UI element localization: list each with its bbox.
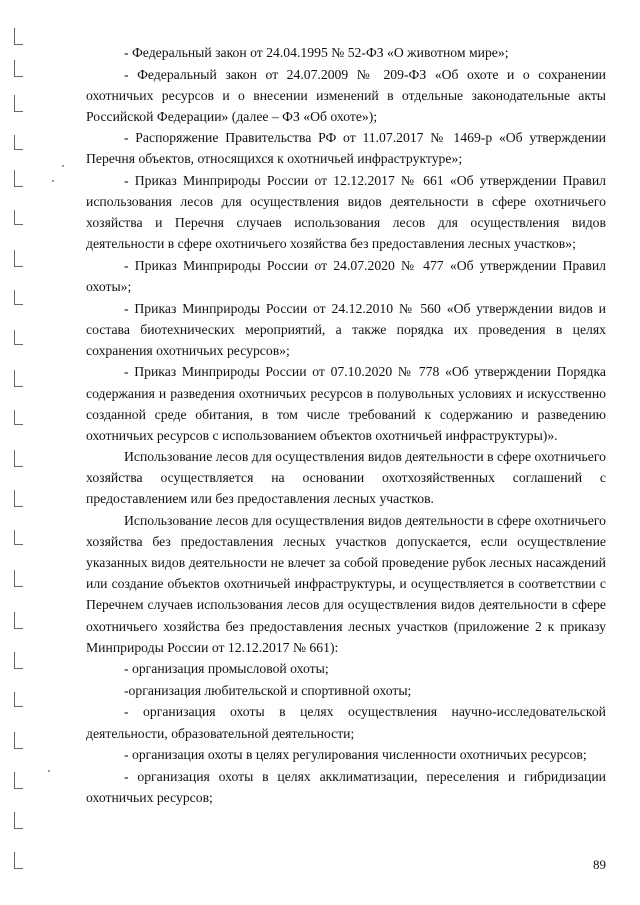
binding-mark (14, 170, 23, 187)
list-item-acclimatization: - организация охоты в целях акклиматизации, переселения и гибридизации охотничьих ресурсов; (86, 768, 606, 805)
binding-mark (14, 60, 23, 77)
binding-mark (14, 210, 23, 225)
binding-mark (14, 732, 23, 749)
law-item-hunting: - Федеральный закон от 24.07.2009 № 209-ФЗ «Об охоте и о сохранении охотничьих ресурсов и о внесении изменений в отдельные законодательные акты Российской Федерации» (далее – ФЗ «Об охоте»); (86, 66, 606, 124)
order-item-778: - Приказ Минприроды России от 07.10.2020 № 778 «Об утверждении Порядка содержания и разведения охотничьих ресурсов в полувольных условиях и искусственно созданной среде обитания, в том числе требований к содержанию и разведению охотничьих ресурсов с использованием объектов охотничьей инфраструктуры)». (86, 364, 606, 443)
list-item-research-hunting: - организация охоты в целях осуществления научно-исследовательской деятельности, образовательной деятельности; (86, 704, 606, 741)
binding-mark (14, 612, 23, 629)
binding-mark (14, 95, 23, 112)
binding-margin-marks (0, 0, 40, 905)
binding-mark (14, 330, 23, 345)
binding-mark (14, 135, 23, 150)
list-item-commercial-hunting: - организация промысловой охоты; (124, 661, 329, 677)
binding-mark (14, 410, 23, 425)
list-item-population-regulation: - организация охоты в целях регулирования численности охотничьих ресурсов; (124, 747, 587, 763)
binding-mark (14, 530, 23, 545)
binding-mark (14, 490, 23, 507)
binding-mark (14, 812, 23, 829)
order-item-560: - Приказ Минприроды России от 24.12.2010 № 560 «Об утверждении видов и состава биотехнических мероприятий, а также порядка их проведения в целях сохранения охотничьих ресурсов»; (86, 300, 606, 358)
binding-mark (14, 570, 23, 587)
list-item-amateur-sport-hunting: -организация любительской и спортивной охоты; (124, 682, 412, 698)
paragraph-forest-use-without-plots: Использование лесов для осуществления видов деятельности в сфере охотничьего хозяйства без предоставления лесных участков допускается, если осуществление указанных видов деятельности не влечет за собой проведение рубок лесных насаждений или создание объектов охотничьей инфраструктуры, и осуществляется в соответствии с Перечнем случаев использования лесов для осуществления видов деятельности в сфере охотничьего хозяйства без предоставления лесных участков (приложение 2 к приказу Минприроды России от 12.12.2017 № 661): (86, 513, 606, 655)
binding-mark (14, 692, 23, 707)
binding-mark (14, 28, 23, 45)
paragraph-forest-use-basis: Использование лесов для осуществления видов деятельности в сфере охотничьего хозяйства осуществляется на основании охотхозяйственных соглашений с предоставлением или без предоставления лесных участков. (86, 449, 606, 507)
binding-mark (14, 450, 23, 467)
order-item-infrastructure-list: - Распоряжение Правительства РФ от 11.07.2017 № 1469-р «Об утверждении Перечня объектов, относящихся к охотничьей инфраструктуре»; (86, 130, 606, 167)
scan-speck (62, 165, 64, 167)
page-number: 89 (593, 857, 606, 872)
document-body (86, 42, 606, 808)
binding-mark (14, 290, 23, 305)
scan-speck (52, 180, 54, 182)
scan-speck (48, 770, 50, 772)
binding-mark (14, 652, 23, 669)
binding-mark (14, 250, 23, 267)
binding-mark (14, 852, 23, 869)
binding-mark (14, 772, 23, 789)
binding-mark (14, 370, 23, 387)
order-item-661: - Приказ Минприроды России от 12.12.2017 № 661 «Об утверждении Правил использования лесов для осуществления видов деятельности в сфере охотничьего хозяйства и Перечня случаев использования лесов для осуществления видов деятельности в сфере охотничьего хозяйства без предоставления лесных участков»; (86, 173, 606, 252)
order-item-477: - Приказ Минприроды России от 24.07.2020 № 477 «Об утверждении Правил охоты»; (86, 257, 606, 295)
law-item-animal-world: - Федеральный закон от 24.04.1995 № 52-ФЗ «О животном мире»; (124, 45, 509, 60)
